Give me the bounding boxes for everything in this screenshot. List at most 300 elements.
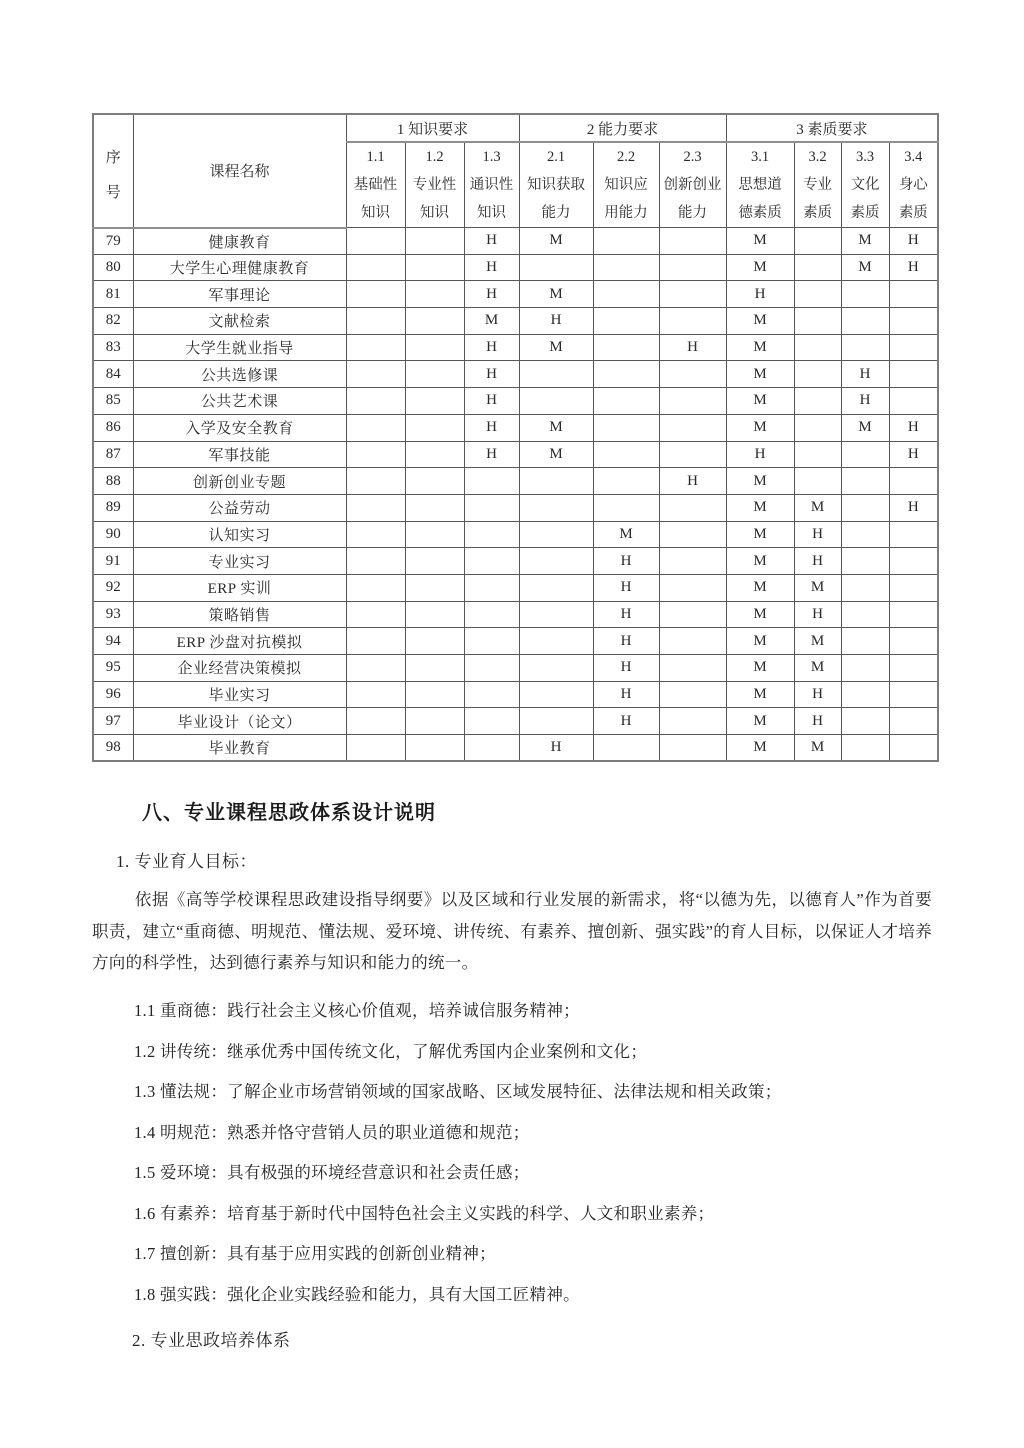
goal-item-1-4: 1.4 明规范：熟悉并恪守营销人员的职业道德和规范； [134,1122,530,1142]
mark-cell [841,628,889,655]
mark-cell: H [889,441,938,468]
mark-cell [464,601,519,628]
table-row [93,441,938,468]
mark-cell [464,708,519,735]
mark-cell [659,628,726,655]
col-header-1.2-line1: 专业性 [412,177,457,193]
row-number-cell: 80 [93,254,133,281]
mark-cell [841,494,889,521]
table-row [93,548,938,575]
table-row [93,334,938,361]
mark-cell: M [726,308,794,335]
mark-cell: H [889,414,938,441]
col-header-1.1-line2: 知识 [361,205,390,221]
mark-cell: M [726,708,794,735]
mark-cell: H [464,228,519,255]
table-row [93,708,938,735]
col-header-1.3-line2: 知识 [477,205,507,221]
mark-cell [794,414,841,441]
table-row [93,281,938,308]
mark-cell [405,254,464,281]
mark-cell: H [519,735,593,762]
mark-cell: H [889,254,938,281]
row-number-cell: 93 [93,601,133,628]
mark-cell [841,601,889,628]
mark-cell [593,494,659,521]
mark-cell [519,254,593,281]
mark-cell [659,574,726,601]
col-header-2.1 [519,142,593,228]
mark-cell [519,521,593,548]
mark-cell [659,735,726,762]
col-header-3.1-num: 3.1 [751,149,770,165]
row-number-cell: 86 [93,414,133,441]
table-row [93,228,938,255]
row-number-cell: 96 [93,681,133,708]
mark-cell [519,548,593,575]
mark-cell: H [794,601,841,628]
mark-cell [464,494,519,521]
mark-cell [659,308,726,335]
mark-cell [405,281,464,308]
mark-cell [346,628,405,655]
mark-cell [346,441,405,468]
table-row [93,361,938,388]
mark-cell [889,574,938,601]
course-name-cell: 军事技能 [133,441,346,468]
col-header-3.2 [794,142,841,228]
group-header-knowledge: 1 知识要求 [346,114,519,142]
row-number-cell: 90 [93,521,133,548]
mark-cell [593,388,659,415]
mark-cell [464,681,519,708]
mark-cell: H [464,334,519,361]
mark-cell: H [593,655,659,682]
mark-cell: M [841,414,889,441]
mark-cell [889,655,938,682]
goal-item-1-5: 1.5 爱环境：具有极强的环境经营意识和社会责任感； [134,1163,530,1182]
course-name-cell: 公共艺术课 [133,388,346,415]
course-name-cell: 军事理论 [133,281,346,308]
col-header-1.3-num: 1.3 [482,149,501,165]
mark-cell: H [889,494,938,521]
mark-cell: H [726,281,794,308]
mark-cell [593,334,659,361]
table-row [93,735,938,762]
mark-cell [405,228,464,255]
mark-cell [841,708,889,735]
table-row [93,254,938,281]
mark-cell: H [726,441,794,468]
mark-cell: H [841,388,889,415]
mark-cell: H [593,681,659,708]
mark-cell: M [726,254,794,281]
row-number-cell: 94 [93,628,133,655]
table-row [93,414,938,441]
mark-cell [346,655,405,682]
course-name-cell: 文献检索 [133,308,346,335]
mark-cell: H [593,574,659,601]
mark-cell [889,308,938,335]
table-row [93,468,938,495]
col-header-3.3-num: 3.3 [856,149,875,165]
table-row [93,388,938,415]
col-header-2.2-line1: 知识应 [604,177,648,193]
course-name-cell: 企业经营决策模拟 [133,655,346,682]
table-row [93,574,938,601]
mark-cell: H [464,361,519,388]
mark-cell: M [519,414,593,441]
col-header-1.2-line2: 知识 [420,205,449,221]
row-number-cell: 83 [93,334,133,361]
table-row [93,655,938,682]
mark-cell [659,708,726,735]
mark-cell: M [726,494,794,521]
course-name-cell: 大学生心理健康教育 [133,254,346,281]
mark-cell: H [464,441,519,468]
col-header-2.2-num: 2.2 [616,149,636,165]
mark-cell [346,601,405,628]
mark-cell [346,494,405,521]
col-header-index [93,114,133,228]
mark-cell: H [659,468,726,495]
mark-cell [889,468,938,495]
col-header-2.3-line1: 创新创业 [663,177,722,193]
mark-cell [659,655,726,682]
course-name-cell: ERP 实训 [133,574,346,601]
col-header-2.1-num: 2.1 [546,149,566,165]
mark-cell [519,655,593,682]
course-name-cell: 专业实习 [133,548,346,575]
mark-cell: M [794,494,841,521]
mark-cell [346,468,405,495]
mark-cell [841,574,889,601]
col-header-3.4-line1: 身心 [898,177,928,193]
col-header-1.3-line1: 通识性 [469,177,514,193]
mark-cell [405,735,464,762]
row-number-cell: 82 [93,308,133,335]
mark-cell [593,735,659,762]
mark-cell: M [841,228,889,255]
row-number-cell: 97 [93,708,133,735]
education-goal-paragraph: 依据《高等学校课程思政建设指导纲要》以及区域和行业发展的新需求，将“以德为先，以德育人”作为首要职责，建立“重商德、明规范、懂法规、爱环境、讲传统、有素养、擅创新、强实践”的育人目标，以保证人才培养方向的科学性，达到德行素养与知识和能力的统一。 [92,890,932,972]
mark-cell [593,308,659,335]
mark-cell [405,681,464,708]
course-name-cell: 公益劳动 [133,494,346,521]
mark-cell: M [726,628,794,655]
mark-cell [405,628,464,655]
col-header-3.2-num: 3.2 [808,149,827,165]
mark-cell [841,681,889,708]
mark-cell [889,681,938,708]
mark-cell [405,494,464,521]
mark-cell [794,388,841,415]
col-header-3.1 [726,142,794,228]
mark-cell [346,388,405,415]
mark-cell [405,388,464,415]
mark-cell [405,468,464,495]
mark-cell [346,681,405,708]
goal-item-1-1: 1.1 重商德：践行社会主义核心价值观，培养诚信服务精神； [134,1001,580,1020]
goal-item-1-2: 1.2 讲传统：继承优秀中国传统文化，了解优秀国内企业案例和文化； [134,1041,648,1061]
mark-cell [794,441,841,468]
mark-cell [889,628,938,655]
mark-cell: M [726,601,794,628]
course-name-cell: 毕业实习 [133,681,346,708]
mark-cell [346,361,405,388]
mark-cell [659,521,726,548]
mark-cell [519,494,593,521]
mark-cell [889,601,938,628]
mark-cell: H [464,414,519,441]
mark-cell [659,281,726,308]
table-row [93,681,938,708]
mark-cell [659,441,726,468]
col-header-3.4 [889,142,938,228]
mark-cell [841,281,889,308]
row-number-cell: 87 [93,441,133,468]
course-name-cell: 大学生就业指导 [133,334,346,361]
row-number-cell: 91 [93,548,133,575]
mark-cell [794,334,841,361]
mark-cell: M [519,441,593,468]
col-header-1.1-num: 1.1 [366,149,385,165]
mark-cell [346,281,405,308]
mark-cell [659,228,726,255]
table-row [93,521,938,548]
col-header-3.3 [841,142,889,228]
mark-cell: H [794,708,841,735]
table-row [93,628,938,655]
mark-cell [841,735,889,762]
course-name-cell: ERP 沙盘对抗模拟 [133,628,346,655]
mark-cell [794,228,841,255]
subsection-1-title: 1. 专业育人目标： [116,852,257,871]
table-row [93,494,938,521]
mark-cell [794,308,841,335]
mark-cell [889,548,938,575]
mark-cell: M [726,361,794,388]
col-header-3.3-line1: 文化 [850,177,880,193]
col-header-2.3 [659,142,726,228]
mark-cell [464,574,519,601]
section-heading: 八、专业课程思政体系设计说明 [142,802,436,824]
mark-cell: H [464,281,519,308]
table-row [93,308,938,335]
mark-cell [464,735,519,762]
mark-cell [405,601,464,628]
mark-cell: M [726,548,794,575]
mark-cell: M [794,628,841,655]
mark-cell [346,254,405,281]
mark-cell: M [726,414,794,441]
mark-cell: M [726,468,794,495]
index-label: 序号 [105,149,121,201]
col-header-2.1-line2: 能力 [541,205,571,221]
mark-cell [405,334,464,361]
row-number-cell: 92 [93,574,133,601]
mark-cell [794,281,841,308]
mark-cell [519,601,593,628]
mark-cell [593,361,659,388]
course-name-cell: 认知实习 [133,521,346,548]
mark-cell [346,735,405,762]
col-header-3.2-line1: 专业 [803,177,833,193]
mark-cell [889,708,938,735]
course-name-cell: 创新创业专题 [133,468,346,495]
mark-cell [405,708,464,735]
mark-cell [346,414,405,441]
row-number-cell: 79 [93,228,133,255]
col-header-3.3-line2: 素质 [850,205,880,221]
subsection-2-title: 2. 专业思政培养体系 [132,1330,291,1350]
mark-cell: H [464,388,519,415]
mark-cell [593,228,659,255]
mark-cell [593,254,659,281]
mark-cell [464,628,519,655]
mark-cell [346,334,405,361]
col-header-3.4-num: 3.4 [904,149,923,165]
mark-cell [841,655,889,682]
col-header-1.2-num: 1.2 [425,149,444,165]
col-header-1.3 [464,142,519,228]
mark-cell: M [726,655,794,682]
mark-cell: M [519,281,593,308]
mark-cell [593,441,659,468]
mark-cell [794,361,841,388]
col-header-3.4-line2: 素质 [898,205,928,221]
mark-cell [405,548,464,575]
col-header-3.2-line2: 素质 [803,205,833,221]
mark-cell: H [841,361,889,388]
row-number-cell: 85 [93,388,133,415]
mark-cell: M [593,521,659,548]
mark-cell: H [794,548,841,575]
mark-cell [405,414,464,441]
course-name-cell: 健康教育 [133,228,346,255]
col-header-2.3-num: 2.3 [683,149,702,165]
mark-cell [659,601,726,628]
mark-cell: H [593,708,659,735]
mark-cell [464,655,519,682]
col-header-2.3-line2: 能力 [678,205,708,221]
mark-cell: M [794,574,841,601]
row-number-cell: 89 [93,494,133,521]
mark-cell [841,521,889,548]
mark-cell [346,521,405,548]
mark-cell [405,441,464,468]
mark-cell [659,414,726,441]
col-header-course: 课程名称 [133,114,346,228]
row-number-cell: 81 [93,281,133,308]
course-name-cell: 策略销售 [133,601,346,628]
goal-item-1-8: 1.8 强实践：强化企业实践经验和能力，具有大国工匠精神。 [134,1284,580,1304]
mark-cell: M [726,521,794,548]
mark-cell: M [726,334,794,361]
mark-cell: H [659,334,726,361]
mark-cell [794,468,841,495]
mark-cell [794,254,841,281]
mark-cell: H [889,228,938,255]
row-number-cell: 84 [93,361,133,388]
mark-cell [519,574,593,601]
mark-cell [346,228,405,255]
row-number-cell: 98 [93,735,133,762]
col-header-1.1 [346,142,405,228]
course-name-cell: 入学及安全教育 [133,414,346,441]
mark-cell: M [519,228,593,255]
mark-cell [593,414,659,441]
mark-cell: M [726,228,794,255]
col-header-2.2-line2: 用能力 [604,205,648,221]
mark-cell [519,628,593,655]
mark-cell: M [726,681,794,708]
col-header-3.1-line1: 思想道 [738,177,782,193]
mark-cell [889,361,938,388]
mark-cell: M [519,334,593,361]
mark-cell [841,548,889,575]
mark-cell: H [794,521,841,548]
mark-cell [346,708,405,735]
mark-cell [841,334,889,361]
mark-cell [519,388,593,415]
table-row [93,601,938,628]
mark-cell: H [794,681,841,708]
mark-cell [659,388,726,415]
group-header-ability: 2 能力要求 [519,114,726,142]
mark-cell [889,388,938,415]
mark-cell: H [593,628,659,655]
mark-cell [659,548,726,575]
mark-cell: M [726,388,794,415]
mark-cell: M [794,655,841,682]
goal-item-1-3: 1.3 懂法规：了解企业市场营销领域的国家战略、区域发展特征、法律法规和相关政策； [134,1082,782,1101]
mark-cell [659,361,726,388]
mark-cell: H [519,308,593,335]
goal-item-1-7: 1.7 擅创新：具有基于应用实践的创新创业精神； [134,1244,496,1263]
mark-cell [405,655,464,682]
mark-cell [889,281,938,308]
col-header-2.2 [593,142,659,228]
mark-cell [659,494,726,521]
course-name-cell: 公共选修课 [133,361,346,388]
mark-cell [841,308,889,335]
col-header-3.1-line2: 德素质 [738,205,782,221]
mark-cell: M [794,735,841,762]
col-header-1.1-line1: 基础性 [353,177,398,193]
mark-cell [405,361,464,388]
mark-cell [405,521,464,548]
mark-cell [841,441,889,468]
mark-cell [519,681,593,708]
mark-cell [464,521,519,548]
mark-cell [889,521,938,548]
course-name-cell: 毕业设计（论文） [133,708,346,735]
mark-cell [346,548,405,575]
header-group-row [93,114,938,142]
mark-cell [519,361,593,388]
mark-cell [405,574,464,601]
mark-cell [519,468,593,495]
mark-cell: M [464,308,519,335]
mark-cell: M [726,735,794,762]
mark-cell: M [726,574,794,601]
mark-cell [464,548,519,575]
mark-cell [593,281,659,308]
course-requirement-matrix [92,113,939,762]
mark-cell: H [464,254,519,281]
mark-cell: H [593,548,659,575]
